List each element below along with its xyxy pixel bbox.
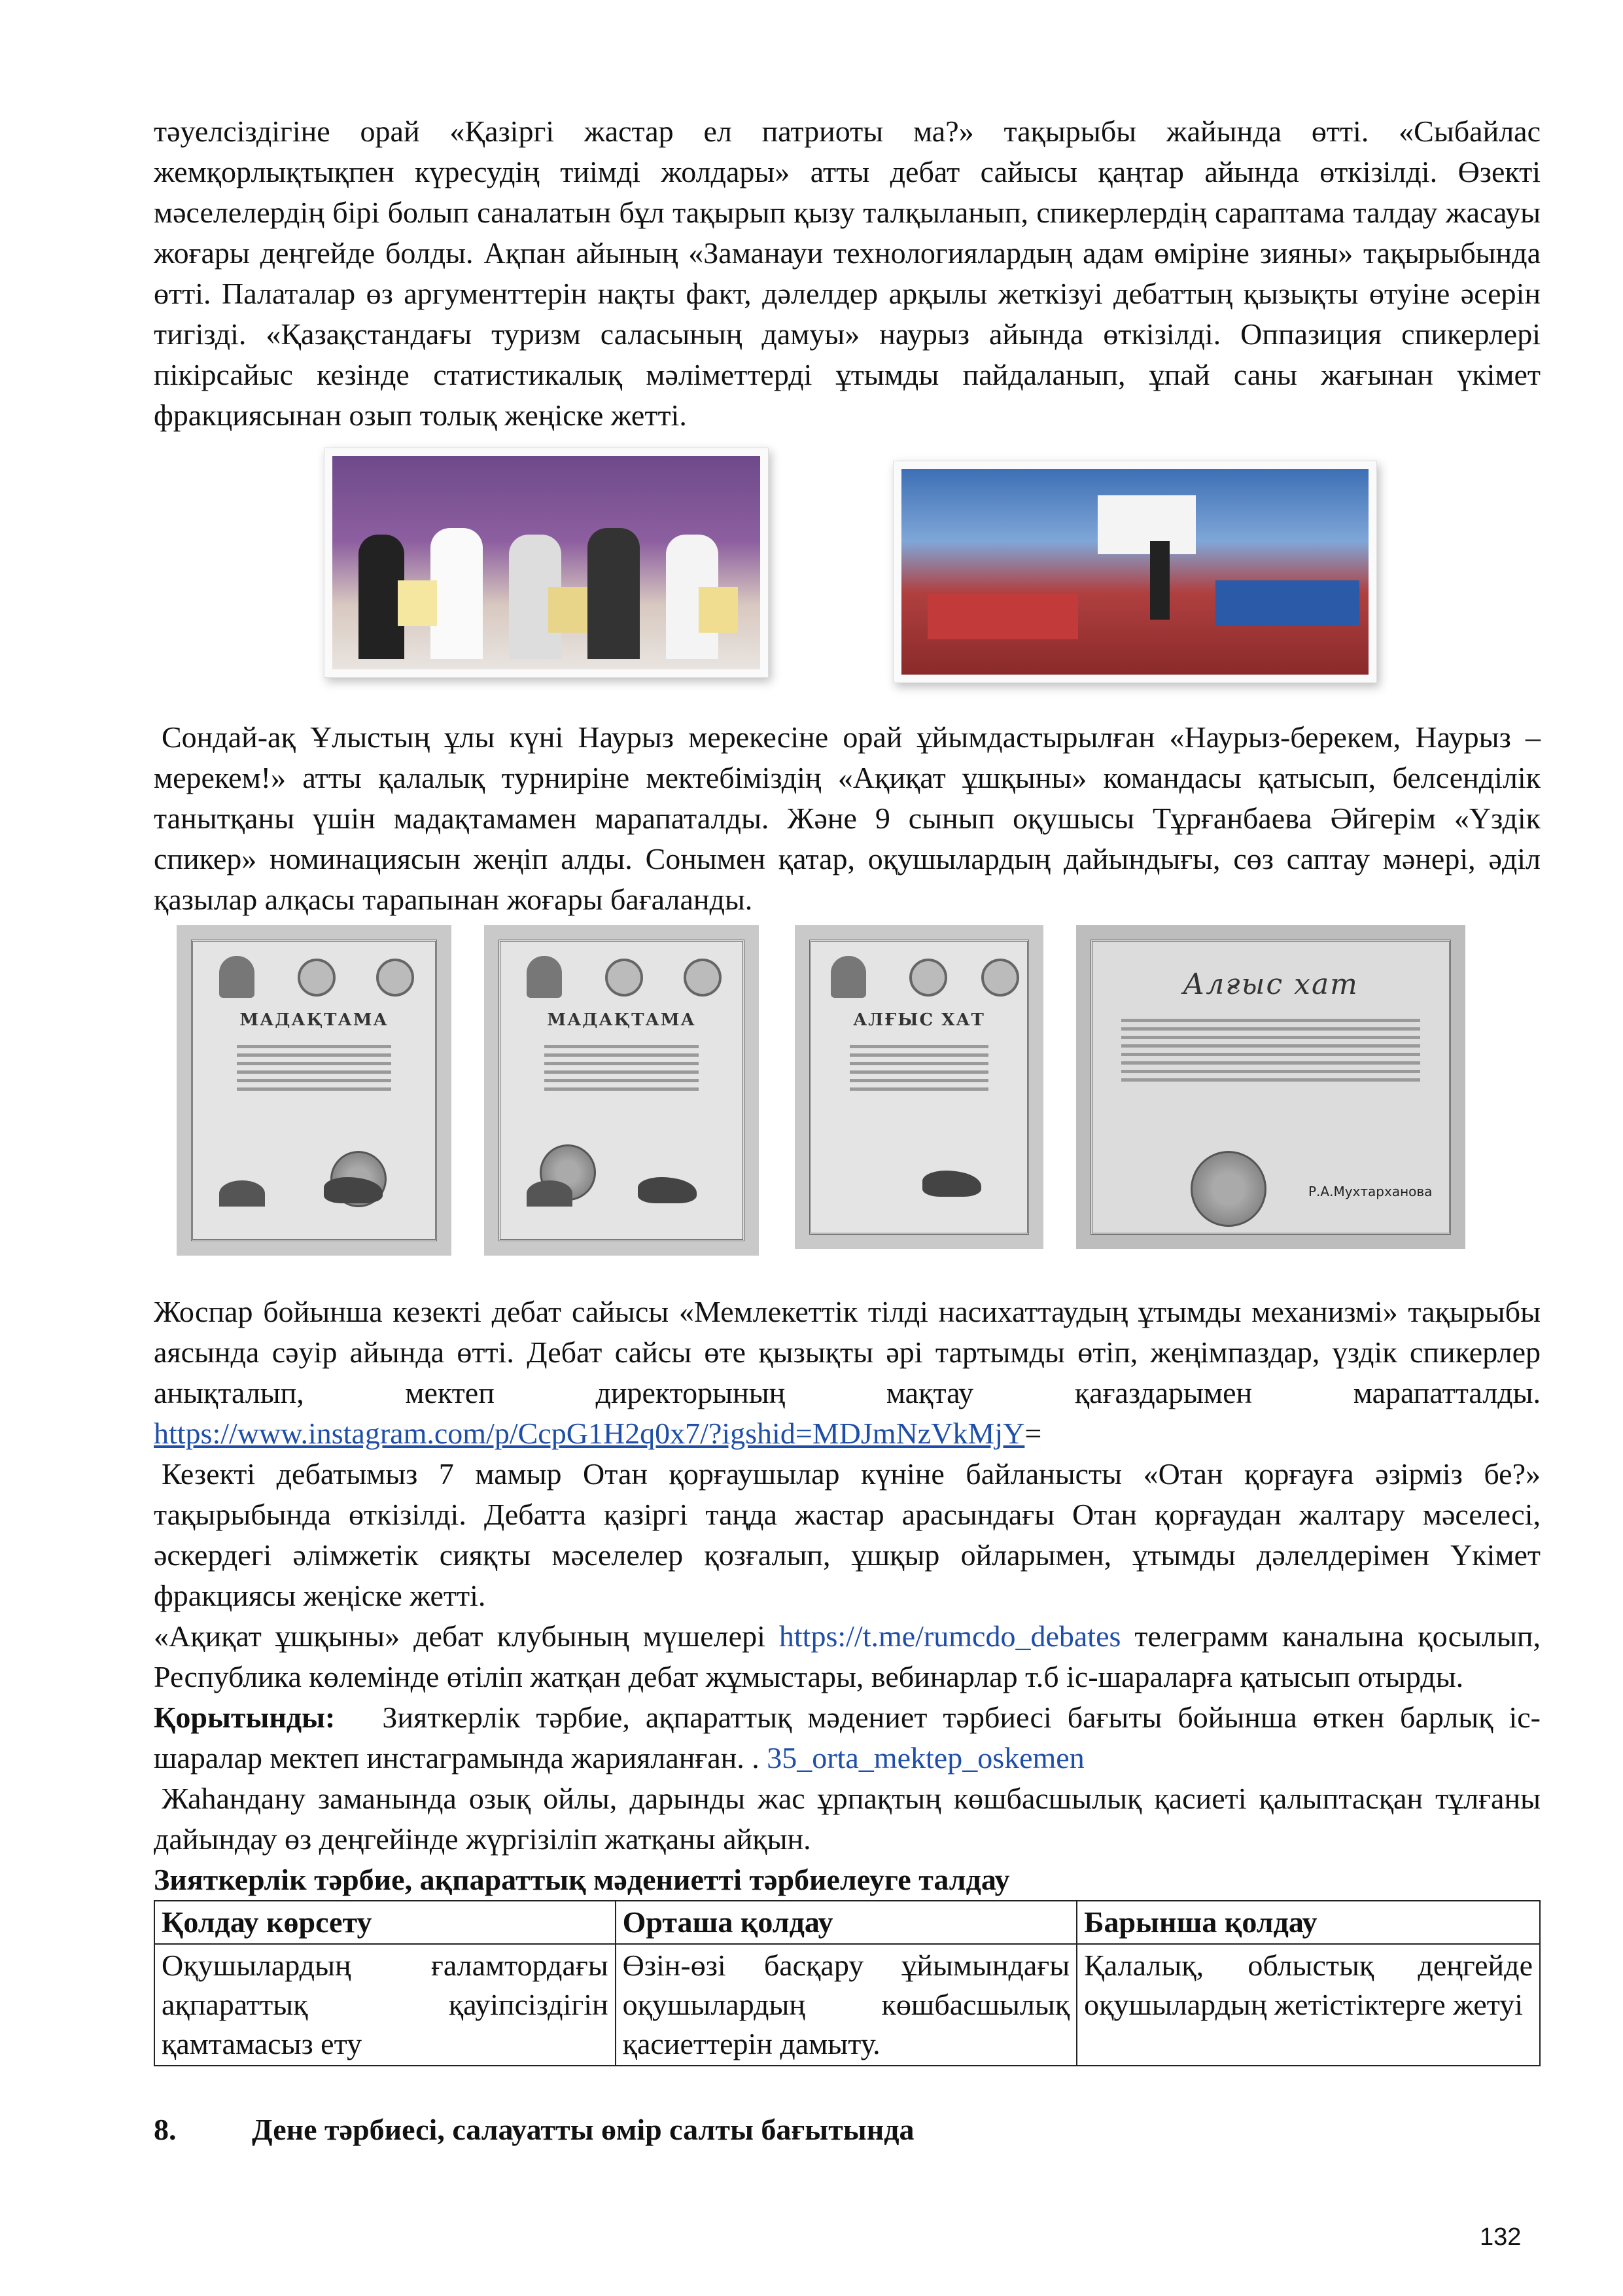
section-title: Дене тәрбиесі, салауатты өмір салты бағытында bbox=[252, 2113, 915, 2146]
table-header-medium-support: Орташа қолдау bbox=[616, 1901, 1077, 1944]
certificate-4-title: Алғыс хат bbox=[1183, 968, 1359, 1001]
photo-debate-hall bbox=[893, 461, 1377, 683]
paragraph-state-language-text: Жоспар бойынша кезекті дебат сайысы «Мемлекеттік тілді насихаттаудың ұтымды механизмі» тақырыбы аясында сәуір айында өтті. Дебат сайсы өте қызықты әрі тартымды өтіп, жеңімпаздар, үздік спикерлер анықталып, мектеп директорының мақтау қағаздарымен марапатталды. bbox=[154, 1295, 1541, 1409]
certificate-2-title: МАДАҚТАМА bbox=[547, 1010, 696, 1030]
paragraph-globalization: Жаһандану заманында озық ойлы, дарынды жас ұрпақтың көшбасшылық қасиеті қалыптасқан тұлғаны дайындау өз деңгейінде жүргізіліп жатқаны айқын. bbox=[154, 1782, 1541, 1856]
paragraph-debates-intro: тәуелсіздігіне орай «Қазіргі жастар ел патриоты ма?» тақырыбы жайында өтті. «Сыбайлас жемқорлықтықпен күресудің тиімді жолдары» атты дебат сайысы қаңтар айында өткізілді. Өзекті мәселелердің бірі болып саналатын бұл тақырып қызу талқыланып, спикерлердің сараптама талдау жасауы жоғары деңгейде болды. Ақпан айының «Заманауи технологиялардың адам өміріне зияны» тақырыбында өтті. Палаталар өз аргументтерін нақты факт, дәлелдер арқылы жеткізуі дебаттың қызықты өтуіне әсерін тигізді. «Қазақстандағы туризм саласының дамуы» наурыз айында өткізілді. Оппазиция спикерлері пікірсайыс кезінде статистикалық мәліметтерді ұтымды пайдаланып, ұпай саны жағынан үкімет фракциясынан озып толық жеңіске жетті. bbox=[154, 115, 1541, 432]
certificate-3 bbox=[795, 925, 1043, 1249]
photo-row bbox=[154, 448, 1541, 703]
paragraph-nauryz-tournament: Сондай-ақ Ұлыстың ұлы күні Наурыз мерекесіне орай ұйымдастырылған «Наурыз-берекем, Наурыз –мерекем!» атты қалалық турниріне мектебіміздің «Ақиқат ұшқыны» командасы қатысып, белсенділік танытқаны үшін мадақтамамен марапаталды. Және 9 сынып оқушысы Тұрғанбаева Әйгерім «Үздік спикер» номинациясын жеңіп алды. Сонымен қатар, оқушылардың дайындығы, сөз саптау мәнері, әділ қазылар алқасы тарапынан жоғары бағаланды. bbox=[154, 720, 1541, 916]
paragraph-telegram bbox=[154, 1616, 1541, 1697]
school-instagram-link[interactable]: 35_orta_mektep_oskemen bbox=[767, 1741, 1085, 1775]
paragraph-defenders-day: Кезекті дебатымыз 7 мамыр Отан қорғаушылар күніне байланысты «Отан қорғауға әзірміз бе?» тақырыбында өткізілді. Дебатта қазіргі таңда жастар арасындағы Отан қорғаудан жалтару мәселесі, әскердегі әлімжетік сияқты мәселелер қозғалып, ұшқыр ойларымен, ұтымды дәлелдерімен Үкімет фракциясы жеңіске жетті. bbox=[154, 1457, 1541, 1612]
section-heading bbox=[154, 2112, 1541, 2147]
certificate-2 bbox=[484, 925, 759, 1256]
certificate-1 bbox=[177, 925, 451, 1256]
paragraph-telegram-end: телеграмм каналына қосылып, Республика көлемінде өтіліп жатқан дебат жұмыстары, вебинарлар т.б іс-шараларға қатысып отырды. bbox=[154, 1619, 1541, 1693]
table-row bbox=[154, 1944, 1540, 2066]
table-header-max-support: Барынша қолдау bbox=[1077, 1901, 1540, 1944]
section-number: 8. bbox=[154, 2113, 177, 2146]
table-caption: Зияткерлік тәрбие, ақпараттық мәдениетті тәрбиелеуге талдау bbox=[154, 1863, 1010, 1896]
analysis-table bbox=[154, 1900, 1541, 2066]
instagram-link[interactable]: https://www.instagram.com/p/CcpG1H2q0x7/?igshid=MDJmNzVkMjY bbox=[154, 1417, 1025, 1450]
table-cell-max-support: Қалалық, облыстық деңгейде оқушылардың жетістіктерге жетуі bbox=[1077, 1944, 1540, 2066]
conclusion-label: Қорытынды: bbox=[154, 1701, 336, 1734]
instagram-link-tail: = bbox=[1024, 1417, 1042, 1450]
telegram-link[interactable]: https://t.me/rumcdo_debates bbox=[778, 1619, 1121, 1653]
certificates-row bbox=[154, 925, 1541, 1265]
paragraph-telegram-start: «Ақиқат ұшқыны» дебат клубының мүшелері bbox=[154, 1619, 765, 1653]
paragraph-state-language-debate bbox=[154, 1292, 1541, 1454]
paragraph-conclusion bbox=[154, 1697, 1541, 1778]
certificate-1-title: МАДАҚТАМА bbox=[239, 1010, 389, 1030]
conclusion-text: Зияткерлік тәрбие, ақпараттық мәдениет тәрбиесі бағыты бойынша өткен барлық іс- шаралар мектеп инстаграмында жарияланған. . bbox=[154, 1701, 1541, 1775]
table-cell-support: Оқушылардың ғаламтордағы ақпараттық қауіпсіздігін қамтамасыз ету bbox=[154, 1944, 616, 2066]
certificate-3-title: АЛҒЫС ХАТ bbox=[853, 1010, 985, 1030]
certificate-4-signer: Р.А.Мухтарханова bbox=[1308, 1184, 1433, 1199]
page-number: 132 bbox=[1480, 2223, 1522, 2251]
certificate-4 bbox=[1076, 925, 1465, 1249]
table-header-support: Қолдау көрсету bbox=[154, 1901, 616, 1944]
table-header-row bbox=[154, 1901, 1540, 1944]
table-cell-medium-support: Өзін-өзі басқару ұйымындағы оқушылардың көшбасшылық қасиеттерін дамыту. bbox=[616, 1944, 1077, 2066]
document-page bbox=[154, 111, 1541, 2147]
photo-award-students bbox=[324, 448, 769, 678]
